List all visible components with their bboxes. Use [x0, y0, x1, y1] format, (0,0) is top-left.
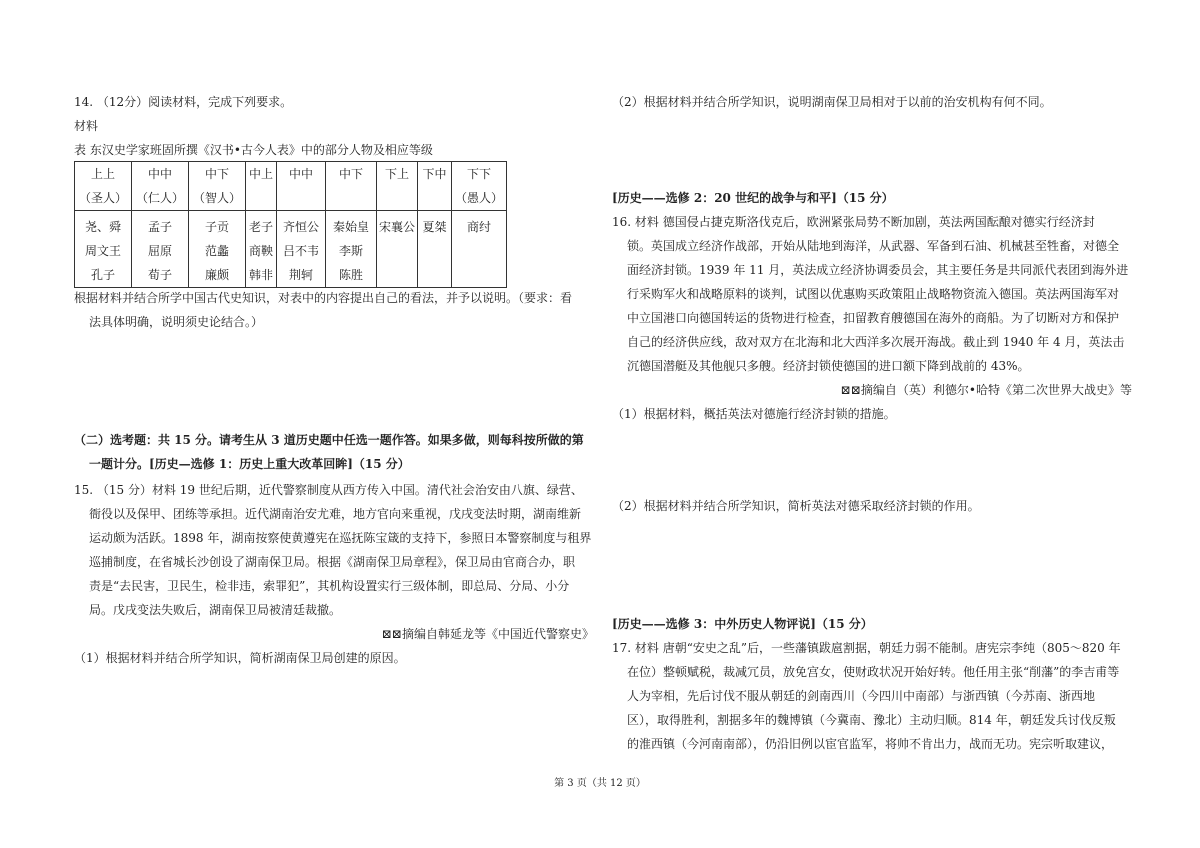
section2-line2: 一题计分。[历史—选修 1：历史上重大改革回眸]（15 分） [89, 457, 410, 471]
table-caption: 表 东汉史学家班固所撰《汉书•古今人表》中的部分人物及相应等级 [74, 143, 433, 157]
table-person-name: 宋襄公 [378, 220, 415, 234]
q15-line6: 局。戊戌变法失败后，湖南保卫局被清廷裁撤。 [89, 603, 342, 617]
table-header-cell [246, 162, 277, 211]
page-footer: 第 3 页（共 12 页） [554, 778, 646, 789]
q16-line3: 面经济封锁。1939 年 11 月，英法成立经济协调委员会，其主要任务是共同派代表团到海外进 [627, 263, 1129, 277]
table-header-text: （圣人） [78, 191, 127, 205]
table-body-row [75, 211, 507, 288]
table-person-name [452, 239, 506, 263]
table-header-cell [326, 162, 377, 211]
q15-line2: 衙役以及保甲、团练等承担。近代湖南治安尤难，地方官向来重视，戊戌变法时期，湖南维新 [89, 507, 582, 521]
table-header-text: 中中 [147, 167, 172, 181]
table-person-name [418, 263, 451, 287]
table-cell [132, 211, 189, 288]
grade-table [74, 161, 507, 288]
table-person-name: 秦始皇 [332, 220, 369, 234]
table-person-name: 商纣 [466, 220, 491, 234]
table-header-cell [452, 162, 507, 211]
table-cell [246, 211, 277, 288]
table-cell [418, 211, 452, 288]
table-header-cell [418, 162, 452, 211]
q16-sub2: （2）根据材料并结合所学知识，简析英法对德采取经济封锁的作用。 [612, 499, 980, 513]
q15-line1: 15. （15 分）材料 19 世纪后期，近代警察制度从西方传入中国。清代社会治安由八旗、绿营、 [74, 483, 583, 497]
q17-line4: 区），取得胜利，割据多年的魏博镇（今冀南、豫北）主动归顺。814 年，朝廷发兵讨伐反叛 [627, 713, 1116, 727]
table-header-cell [377, 162, 418, 211]
table-header-cell [75, 162, 132, 211]
q16-line6: 自己的经济供应线，敌对双方在北海和北大西洋多次展开海战。截止到 1940 年 4 月，英法击 [627, 335, 1125, 349]
q16-sub1: （1）根据材料，概括英法对德施行经济封锁的措施。 [612, 407, 896, 421]
table-person-name: 吕不韦 [282, 244, 319, 258]
table-person-name: 周文王 [84, 244, 121, 258]
table-header-text [418, 186, 451, 210]
q17-line5: 的淮西镇（今河南南部），仍沿旧例以宦官监军，将帅不肯出力，战而无功。宪宗听取建议， [627, 737, 1114, 751]
table-person-name: 齐恒公 [282, 220, 319, 234]
table-person-name: 韩非 [248, 268, 273, 282]
q15-line4: 巡捕制度，在省城长沙创设了湖南保卫局。根据《湖南保卫局章程》，保卫局由官商合办，职 [89, 555, 576, 569]
table-header-text [246, 186, 276, 210]
table-header-text [277, 186, 325, 210]
table-header-text: 上上 [90, 167, 115, 181]
table-person-name: 子贡 [204, 220, 229, 234]
table-person-name: 荀子 [147, 268, 172, 282]
table-person-name: 陈胜 [338, 268, 363, 282]
table-person-name [418, 239, 451, 263]
table-person-name: 李斯 [338, 244, 363, 258]
q17-line2: 在位）整顿赋税，裁减冗员，放免宫女，使财政状况开始好转。他任用主张“削藩”的李吉甫等 [627, 665, 1120, 679]
table-person-name: 夏桀 [422, 220, 447, 234]
table-header-row [75, 162, 507, 211]
table-header-text [326, 186, 376, 210]
table-header-text: （智人） [192, 191, 241, 205]
q16-source: ⊠⊠摘编自（英）利德尔•哈特《第二次世界大战史》等 [840, 383, 1132, 397]
q16-line4: 行采购军火和战略原料的谈判，试图以优惠购买政策阻止战略物资流入德国。英法两国海军对 [627, 287, 1120, 301]
q15-line5: 责是“去民害，卫民生，检非违，索罪犯”，其机构设置实行三级体制，即总局、分局、小分 [89, 579, 570, 593]
q15-line3: 运动颇为活跃。1898 年，湖南按察使黄遵宪在巡抚陈宝箴的支持下，参照日本警察制度与租界 [89, 531, 592, 545]
table-header-text: 中上 [248, 167, 273, 181]
q15-sub2: （2）根据材料并结合所学知识，说明湖南保卫局相对于以前的治安机构有何不同。 [612, 95, 1052, 109]
q16-line1: 16. 材料 德国侵占捷克斯洛伐克后，欧洲紧张局势不断加剧，英法两国酝酿对德实行经济封 [612, 215, 1095, 229]
table-person-name: 范蠡 [204, 244, 229, 258]
section2-line1: （二）选考题：共 15 分。请考生从 3 道历史题中任选一题作答。如果多做，则每科按所做的第 [74, 433, 584, 447]
table-person-name: 孟子 [147, 220, 172, 234]
q14-header: 14. （12分）阅读材料，完成下列要求。 [74, 95, 293, 109]
table-header-cell [277, 162, 326, 211]
table-cell [377, 211, 418, 288]
table-person-name: 孔子 [90, 268, 115, 282]
q14-question-line2: 法具体明确，说明须史论结合。） [89, 315, 264, 329]
table-person-name [377, 239, 417, 263]
q17-line3: 人为宰相，先后讨伐不服从朝廷的剑南西川（今四川中南部）与浙西镇（今苏南、浙西地 [627, 689, 1096, 703]
table-person-name [377, 263, 417, 287]
table-cell [277, 211, 326, 288]
table-cell [452, 211, 507, 288]
table-header-text: 中下 [338, 167, 363, 181]
q14-material-label: 材料 [74, 119, 99, 133]
q14-question-line1: 根据材料并结合所学中国古代史知识，对表中的内容提出自己的看法，并予以说明。（要求：看 [74, 291, 573, 305]
table-person-name: 屈原 [147, 244, 172, 258]
section-heading-elective3: [历史——选修 3：中外历史人物评说]（15 分） [612, 617, 873, 631]
table-header-text: （仁人） [135, 191, 184, 205]
table-header-text: 中下 [204, 167, 229, 181]
q16-line2: 锁。英国成立经济作战部，开始从陆地到海洋，从武器、军备到石油、机械甚至牲畜，对德全 [627, 239, 1120, 253]
table-header-text: 下中 [422, 167, 447, 181]
q17-line1: 17. 材料 唐朝“安史之乱”后，一些藩镇跋扈割据，朝廷力弱不能制。唐宪宗李纯（805～820 年 [612, 641, 1121, 655]
q15-sub1: （1）根据材料并结合所学知识，简析湖南保卫局创建的原因。 [74, 651, 406, 665]
table-cell [75, 211, 132, 288]
q16-line7: 沉德国潜艇及其他舰只多艘。经济封锁使德国的进口额下降到战前的 43%。 [627, 359, 1030, 373]
q15-source: ⊠⊠摘编自韩延龙等《中国近代警察史》 [381, 627, 594, 641]
q16-line5: 中立国港口向德国转运的货物进行检查，扣留教育艘德国在海外的商船。为了切断对方和保护 [627, 311, 1120, 325]
table-person-name: 尧、舜 [84, 220, 121, 234]
table-person-name: 荆轲 [288, 268, 313, 282]
table-header-text [377, 186, 417, 210]
table-header-text: （愚人） [454, 191, 503, 205]
table-header-text: 中中 [288, 167, 313, 181]
table-header-cell [189, 162, 246, 211]
table-cell [189, 211, 246, 288]
table-header-text: 下下 [466, 167, 491, 181]
table-person-name: 廉颇 [204, 268, 229, 282]
table-header-cell [132, 162, 189, 211]
table-header-text: 下上 [384, 167, 409, 181]
table-person-name: 老子 [248, 220, 273, 234]
section-heading-elective2: [历史——选修 2：20 世纪的战争与和平]（15 分） [612, 191, 894, 205]
table-person-name [452, 263, 506, 287]
table-person-name: 商鞅 [248, 244, 273, 258]
table-cell [326, 211, 377, 288]
